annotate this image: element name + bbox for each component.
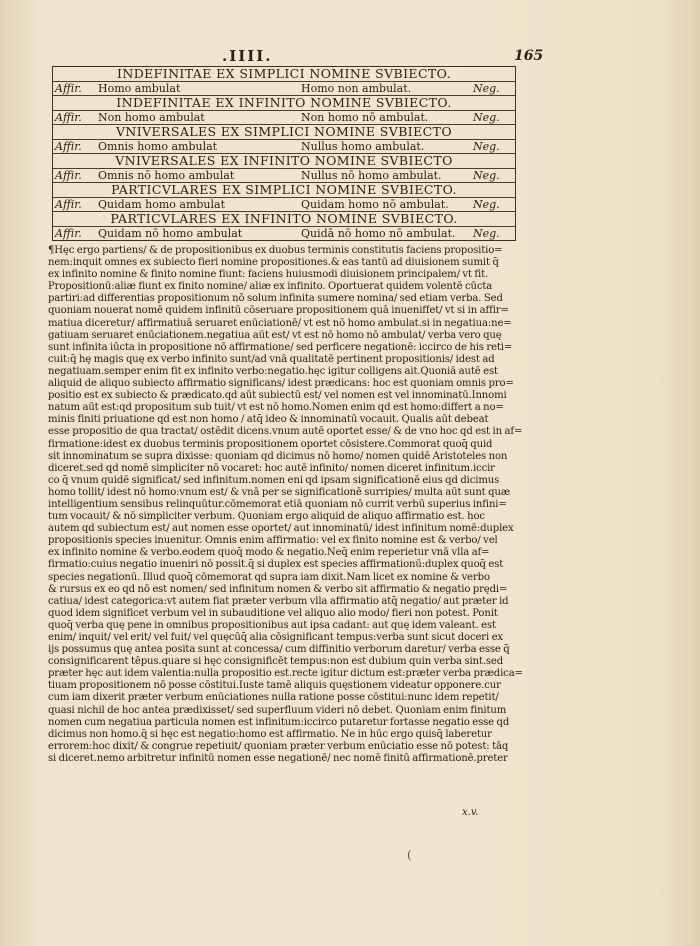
text-line: errorem:hoc dixit/ & congrue repetiuit/ quoniam præter verbum enūciatio esse nō potest: tāq bbox=[48, 740, 509, 752]
text-line: negatiuam.semper enim fit ex infinito verbo:negatio.hęc igitur colligens ait.Quoniā autē est bbox=[48, 365, 498, 377]
table-heading-row bbox=[53, 212, 515, 227]
table-heading-row bbox=[53, 183, 515, 198]
text-line: intelligentium sensibus relinquūtur.cōmemorat etiā quoniam nō currit verbū superius infini= bbox=[48, 498, 507, 510]
affirmation-label: Affir. bbox=[55, 168, 82, 182]
text-line: ijs possumus quę antea posita sunt at̄ concessa/ cum diffinitio verborum daretur/ verba esse q̄ bbox=[48, 644, 510, 656]
table-example-row bbox=[53, 111, 515, 126]
text-line: ex infinito nomine & finito nomine fiunt: faciens huiusmodi diuisionem principalem/ vt fit. bbox=[48, 269, 489, 281]
affirmation-label: Affir. bbox=[55, 110, 82, 124]
negative-example: Quidam homo nō ambulat. bbox=[301, 197, 449, 211]
text-line: matiua diceretur/ affirmatiuā seruaret enūciationē/ vt est nō homo ambulat.si in negatiua:ne= bbox=[48, 317, 512, 329]
text-line: propositionis species inuenitur. Omnis enim affirmatio: vel ex finito nomine est & verbo/ vel bbox=[48, 535, 498, 547]
text-line: partiri:ad differentias propositionum nō solum infinita sumere nomina/ sed etiam verba. Sed bbox=[48, 293, 503, 305]
table-heading: PARTICVLARES EX SIMPLICI NOMINE SVBIECTO. bbox=[111, 182, 457, 197]
text-line: gatiuam seruaret enūciationem.negatiua aūt est/ vt est nō homo nō ambulat/ verba vero quę bbox=[48, 329, 502, 341]
page-number: 165 bbox=[514, 48, 544, 64]
text-line: firmatio:cuius negatio inueniri nō possit.q̄ si duplex est species affirmationū:duplex quoq̄ est bbox=[48, 559, 504, 571]
text-line: ¶Hęc ergo partiens/ & de propositionibus ex duobus terminis constitutis faciens propositio= bbox=[48, 245, 503, 256]
negation-label: Neg. bbox=[473, 226, 500, 240]
text-line: tum vocauit/ & nō simpliciter verbum. Quoniam ergo aliquid de aliquo affirmatio est. hoc bbox=[48, 511, 485, 523]
text-line: nomen cum negatiua particula nomen est infinitum:iccirco putaretur fortasse negatio esse qd bbox=[48, 716, 510, 728]
affirmative-example: Quidam nō homo ambulat bbox=[98, 226, 243, 240]
text-line: positio est ex subiecto & prædicato.qd aūt subiectū est/ vel nomen est vel innominatū.Innomi bbox=[48, 390, 507, 402]
text-line: sunt infinita iūcta in propositione nō affirmatione/ sed perficere negationē: iccirco de his reti= bbox=[48, 341, 513, 353]
negation-label: Neg. bbox=[473, 139, 500, 153]
table-example-row bbox=[53, 169, 515, 184]
affirmation-label: Affir. bbox=[55, 197, 82, 211]
table-heading-row bbox=[53, 96, 515, 111]
text-line: diceret.sed qd nomē simpliciter nō vocaret: hoc autē infinito/ nomen diceret infinitum.iccir bbox=[48, 462, 495, 474]
negative-example: Nullus homo ambulat. bbox=[301, 139, 425, 153]
affirmative-example: Omnis nō homo ambulat bbox=[98, 168, 235, 182]
text-line: quod idem significet verbum vel in subauditione vel aliquo alio modo/ fieri non potest. Ponit bbox=[48, 607, 498, 619]
affirmative-example: Omnis homo ambulat bbox=[98, 139, 218, 153]
table-heading: VNIVERSALES EX SIMPLICI NOMINE SVBIECTO bbox=[116, 124, 452, 139]
table-heading: PARTICVLARES EX INFINITO NOMINE SVBIECTO. bbox=[110, 211, 458, 226]
text-line: species negationū. Illud quoq̄ cōmemorat qd supra iam dixit.Nam licet ex nomine & verbo bbox=[48, 571, 490, 583]
text-line: minis finiti priuatione qd est non homo / atq̄ ideo & innominatū vocauit. Qualis aūt debeat bbox=[48, 414, 489, 426]
negation-label: Neg. bbox=[473, 110, 500, 124]
text-line: & rursus ex eo qd nō est nomen/ sed infinitum nomen & verbo sit affirmatio & negatio prędi= bbox=[48, 583, 508, 595]
table-heading-row bbox=[53, 154, 515, 169]
text-line: natum aūt est:qd propositum sub tuit/ vt est nō homo.Nomen enim qd est homo:differt a no= bbox=[48, 402, 504, 414]
text-line: catiua/ idest categorica:vt autem fiat præter verbum vlla affirmatio atq̄ negatio/ aut præter id bbox=[48, 595, 509, 607]
table-heading: VNIVERSALES EX INFINITO NOMINE SVBIECTO bbox=[115, 153, 453, 168]
text-line: consignificarent tēpus.quare si hęc consignificēt tempus:non est dubium quin verba sint.sed bbox=[48, 656, 504, 668]
negation-label: Neg. bbox=[473, 168, 500, 182]
negation-label: Neg. bbox=[473, 197, 500, 211]
text-line: aliquid de aliquo subiecto affirmatio significans/ idest prædicans: hoc est quoniam omnis pro= bbox=[48, 378, 514, 390]
negation-label: Neg. bbox=[473, 81, 500, 95]
text-line: quoniam nouerat nomē quidem infinitū cōseruare propositionem quā inueniffet/ vt si in affir= bbox=[48, 305, 509, 317]
negative-example: Quidā nō homo nō ambulat. bbox=[301, 226, 456, 240]
affirmation-label: Affir. bbox=[55, 81, 82, 95]
text-line: præter hęc aut idem valentia:nulla propositio est.recte igitur dictum est:præter verba prædica= bbox=[48, 668, 523, 680]
text-line: cuit:q̄ hę magis quę ex verbo infinito sunt/ad vnā qualitatē pertinent propositionis/ idest ad bbox=[48, 353, 495, 365]
text-line: dicimus non homo.q̄ si hęc est negatio:homo est affirmatio. Ne in hūc ergo quisq̄ laberetur bbox=[48, 728, 492, 740]
text-line: quasi nichil de hoc antea prædixisset/ sed superfluum videri nō debet. Quoniam enim finitum bbox=[48, 704, 507, 716]
text-line: autem qd subiectum est/ aut nomen esse oportet/ aut innominatū/ idest infinitum nomē:duplex bbox=[48, 523, 514, 535]
table-example-row bbox=[53, 198, 515, 213]
signature-mark: x.v. bbox=[462, 807, 479, 818]
text-line: nem:inquit omnes ex subiecto fieri nomine propositiones.& eas tantū ad diuisionem sumit q̄ bbox=[48, 257, 499, 269]
text-line: enim/ inquit/ vel erit/ vel fuit/ vel quęcūq̄ alia cōsignificant tempus:verba sunt sicut doceri ex bbox=[48, 632, 503, 643]
text-line: esse propositio de qua tractat/ ostēdit dicens.vnum autē oportet esse/ & de vno hoc qd est in af= bbox=[48, 426, 523, 438]
affirmative-example: Homo ambulat bbox=[98, 81, 181, 95]
table-heading: INDEFINITAE EX SIMPLICI NOMINE SVBIECTO. bbox=[117, 66, 451, 81]
table-heading: INDEFINITAE EX INFINITO NOMINE SVBIECTO. bbox=[116, 95, 452, 110]
text-line: tiuam propositionem nō posse cōstitui.Iuste tamē aliquis quęstionem videatur opponere.cur bbox=[48, 680, 501, 692]
text-line: firmatione:idest ex duobus terminis propositionem oportet cōsistere.Commorat quoq̄ quid bbox=[48, 438, 493, 450]
text-line: quoq̄ verba quę pene in omnibus propositionibus aut ipsa cadant: aut quę idem valeant. est bbox=[48, 619, 496, 631]
affirmative-example: Quidam homo ambulat bbox=[98, 197, 226, 211]
text-line: homo tollit/ idest nō homo:vnum est/ & vnā per se significationē surripies/ multa aūt sunt quæ bbox=[48, 486, 511, 498]
negative-example: Nullus nō homo ambulat. bbox=[301, 168, 442, 182]
table-heading-row bbox=[53, 125, 515, 140]
text-line: co q̄ vnum quidē significat/ sed infinitum.nomen eni qd ipsam significationē eius qd dicimus bbox=[48, 474, 500, 486]
table-heading-row bbox=[53, 67, 515, 82]
text-line: ex infinito nomine & verbo.eodem quoq̄ modo & negatio.Neq̄ enim reperietur vnā vlla af= bbox=[48, 547, 490, 559]
affirmative-example: Non homo ambulat bbox=[98, 110, 205, 124]
propositions-table bbox=[52, 66, 516, 241]
running-head: .IIII. bbox=[222, 47, 273, 65]
stray-mark: ( bbox=[407, 848, 412, 862]
affirmation-label: Affir. bbox=[55, 139, 82, 153]
commentary-text bbox=[48, 245, 546, 765]
text-line: si diceret.nemo arbitretur infinitū nomen esse negationē/ nec nomē finitū affirmationē.preter bbox=[48, 752, 508, 764]
table-example-row bbox=[53, 227, 515, 241]
negative-example: Homo non ambulat. bbox=[301, 81, 412, 95]
affirmation-label: Affir. bbox=[55, 226, 82, 240]
table-example-row bbox=[53, 82, 515, 97]
text-line: Propositionū:aliæ fiunt ex finito nomine/ aliæ ex infinito. Oportuerat quidem volentē cūcta bbox=[48, 281, 493, 293]
table-example-row bbox=[53, 140, 515, 155]
text-line: cum iam dixerit præter verbum enūciationes nulla ratione posse cōstitui:nunc idem repetit/ bbox=[48, 692, 499, 704]
negative-example: Non homo nō ambulat. bbox=[301, 110, 429, 124]
text-line: sit innominatum se supra dixisse: quoniam qd dicimus nō homo/ nomen quidē Aristoteles non bbox=[48, 450, 508, 462]
